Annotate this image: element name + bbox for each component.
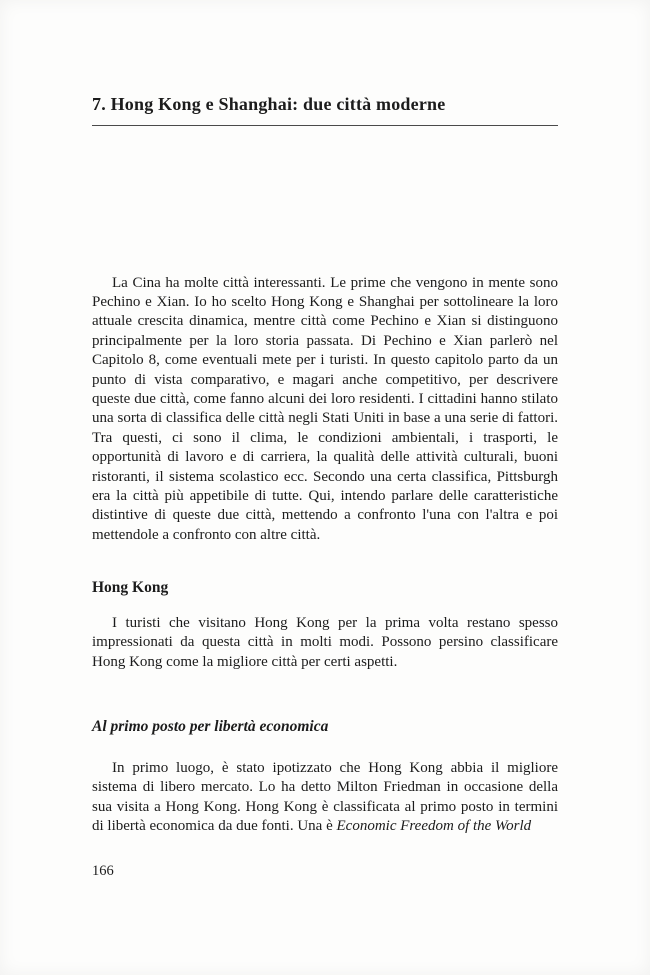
book-title-italic: Economic Freedom of the World <box>336 817 532 834</box>
subsection-paragraph <box>92 759 558 837</box>
subsection-paragraph-text: In primo luogo, è stato ipotizzato che Hong Kong abbia il migliore sistema di libero mercato. Lo ha detto Milton Friedman in occasione della sua visita a Hong Kong. Hong Kong è classificata al primo posto in termini di libertà economica da due fonti. Una è <box>92 759 558 834</box>
section-paragraph: I turisti che visitano Hong Kong per la prima volta restano spesso impressionati da questa città in molti modi. Possono persino classificare Hong Kong come la migliore città per certi aspetti. <box>92 614 558 670</box>
page-number: 166 <box>92 863 114 879</box>
intro-paragraph: La Cina ha molte città interessanti. Le prime che vengono in mente sono Pechino e Xian. Io ho scelto Hong Kong e Shanghai per sottolineare la loro attuale crescita dinamica, mentre città come Pechino e Xian si distinguono principalmente per la loro storia passata. Di Pechino e Xian parlerò nel Capitolo 8, come eventuali mete per i turisti. In questo capitolo parto da un punto di vista comparativo, e magari anche competitivo, per descrivere queste due città, come fanno alcuni dei loro residenti. I cittadini hanno stilato una sorta di classifica delle città negli Stati Uniti in base a una serie di fattori. Tra questi, ci sono il clima, le condizioni ambientali, i trasporti, le opportunità di lavoro e di carriera, la qualità delle attività culturali, buoni ristoranti, il sistema scolastico ecc. Secondo una certa classifica, Pittsburgh era la città più appetibile di tutte. Qui, intendo parlare delle caratteristiche distintive di queste due città, mettendo a confronto l'una con l'altra e poi mettendole a confronto con altre città. <box>92 274 558 543</box>
subsection-heading-liberta-economica: Al primo posto per libertà economica <box>92 718 329 736</box>
text-block <box>92 0 558 836</box>
chapter-title: 7. Hong Kong e Shanghai: due città moderne <box>92 94 446 114</box>
section-heading-hong-kong: Hong Kong <box>92 579 169 597</box>
title-rule <box>92 125 558 126</box>
